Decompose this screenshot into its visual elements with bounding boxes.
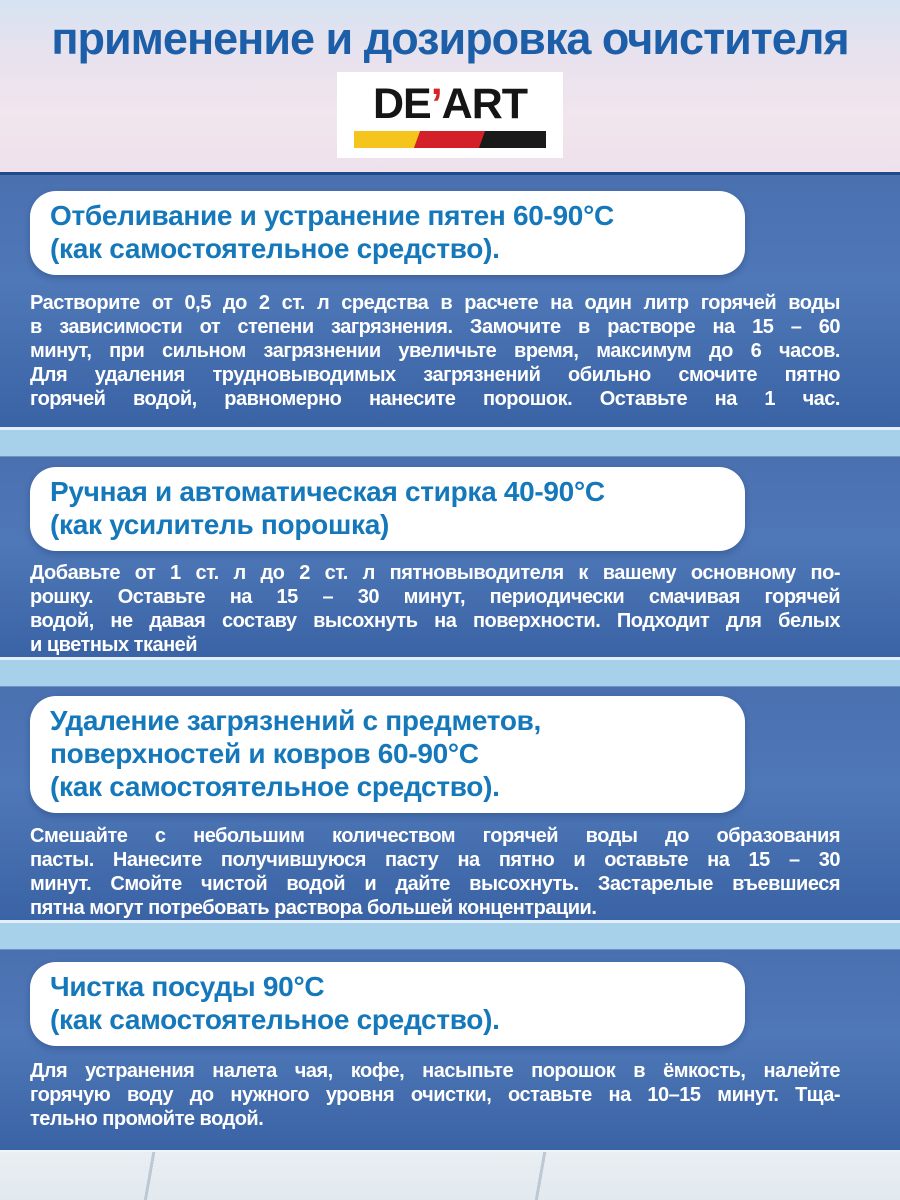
section-washing xyxy=(0,457,900,657)
body-line: Смешайте с небольшим количеством горячей воды до образования xyxy=(30,825,840,847)
body-line: пасты. Нанесите получившуюся пасту на пятно и оставьте на 15 – 30 xyxy=(30,849,840,871)
deart-logo xyxy=(337,72,563,158)
body-line: рошку. Оставьте на 15 – 30 минут, периодически смачивая горячей xyxy=(30,586,840,608)
section-body xyxy=(30,1059,843,1131)
header xyxy=(0,0,900,172)
body-line: пятна могут потребовать раствора большей концентрации. xyxy=(30,897,597,919)
section-heading-pill xyxy=(30,191,745,275)
logo-apostrophe-mark: ’ xyxy=(430,79,442,128)
heading-line: Ручная и автоматическая стирка 40-90°C xyxy=(50,476,605,507)
body-line: в зависимости от степени загрязнения. Замочите в растворе на 15 – 60 xyxy=(30,316,840,338)
heading-line: Чистка посуды 90°C xyxy=(50,971,325,1002)
heading-line: (как самостоятельное средство). xyxy=(50,233,500,264)
divider-strip xyxy=(0,427,900,457)
heading-line: поверхностей и ковров 60-90°C xyxy=(50,738,479,769)
body-line: Растворите от 0,5 до 2 ст. л средства в расчете на один литр горячей воды xyxy=(30,292,840,314)
stripe-red-segment xyxy=(414,131,485,148)
section-heading-pill xyxy=(30,467,745,551)
body-line: Добавьте от 1 ст. л до 2 ст. л пятновыводителя к вашему основному по- xyxy=(30,562,840,584)
body-line: Для устранения налета чая, кофе, насыпьте порошок в ёмкость, налейте xyxy=(30,1060,840,1082)
section-surface-cleaning xyxy=(0,687,900,920)
section-body xyxy=(30,824,843,920)
page-title: применение и дозировка очистителя xyxy=(51,13,849,64)
heading-line: (как самостоятельное средство). xyxy=(50,771,500,802)
body-line: минут, при сильном загрязнении увеличьте время, максимум до 6 часов. xyxy=(30,340,840,362)
heading-line: (как самостоятельное средство). xyxy=(50,1004,500,1035)
logo-text-art: ART xyxy=(441,79,528,128)
body-line: и цветных тканей xyxy=(30,634,198,656)
body-line: горячей водой, равномерно нанесите порошок. Оставьте на 1 час. xyxy=(30,388,840,410)
body-line: водой, не давая составу высохнуть на поверхности. Подходит для белых xyxy=(30,610,840,632)
heading-line: Отбеливание и устранение пятен 60-90°C xyxy=(50,200,614,231)
deart-logo-wordmark xyxy=(372,79,528,128)
section-body xyxy=(30,291,843,411)
body-line: Для удаления трудновыводимых загрязнений обильно смочите пятно xyxy=(30,364,840,386)
section-heading-pill xyxy=(30,962,745,1046)
tile-floor xyxy=(0,1150,900,1200)
body-line: горячую воду до нужного уровня очистки, оставьте на 10–15 минут. Тща- xyxy=(30,1084,840,1106)
section-dishware-cleaning xyxy=(0,950,900,1150)
divider-strip xyxy=(0,657,900,687)
divider-strip xyxy=(0,920,900,950)
section-body xyxy=(30,561,843,657)
heading-line: Удаление загрязнений с предметов, xyxy=(50,705,542,736)
logo-text-de: DE xyxy=(372,79,431,128)
logo-flag-stripe xyxy=(354,131,546,148)
body-line: тельно промойте водой. xyxy=(30,1108,264,1130)
section-heading-pill xyxy=(30,696,745,813)
heading-line: (как усилитель порошка) xyxy=(50,509,389,540)
body-line: минут. Смойте чистой водой и дайте высохнуть. Застарелые въевшиеся xyxy=(30,873,840,895)
section-bleaching-soaking xyxy=(0,172,900,427)
